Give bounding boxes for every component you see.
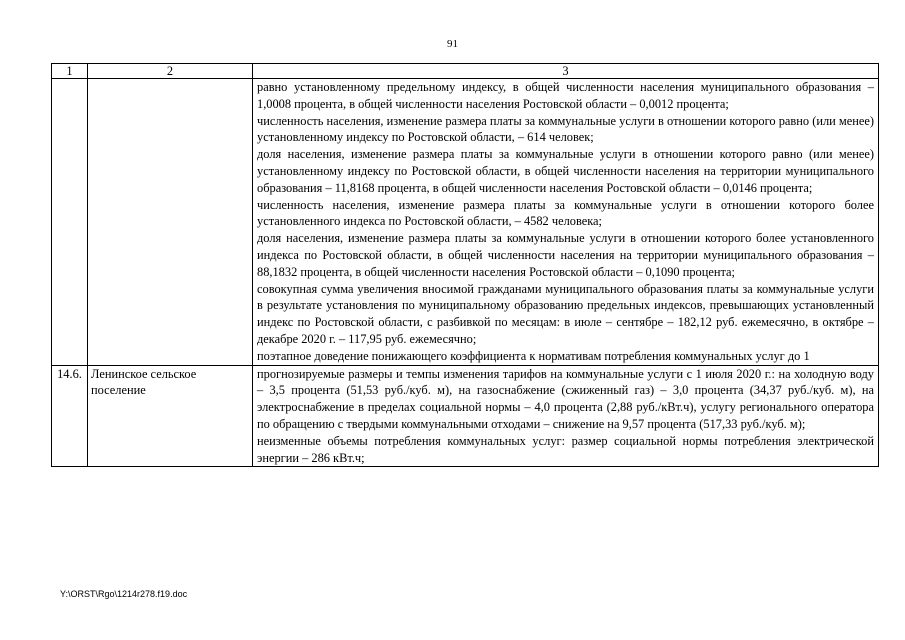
content-paragraph: неизменные объемы потребления коммунальных услуг: размер социальной нормы потребления электрической энергии – 286 кВт.ч; (257, 433, 874, 465)
content-paragraph: прогнозируемые размеры и темпы изменения тарифов на коммунальные услуги с 1 июля 2020 г.: на холодную воду – 3,5 процента (51,53 руб./куб. м), на газоснабжение (сжиженный газ) – 3,0 процента (34,37 руб./куб. м), на электроснабжение в пределах социальной нормы – 4,0 процента (2,88 руб./кВт.ч), услугу регионального оператора по обращению с твердыми коммунальными отходами – снижение на 9,57 процента (517,33 руб./куб. м); (257, 366, 874, 431)
content-paragraph: равно установленному предельному индексу, в общей численности населения муниципального образования – 1,0008 процента, в общей численности населения Ростовской области – 0,0012 процента; (257, 80, 874, 111)
page-number: 91 (447, 38, 458, 50)
column-header-3: 3 (253, 64, 879, 79)
column-header-2: 2 (88, 64, 253, 79)
table-header-row (52, 64, 879, 79)
document-file-path: Y:\ORST\Rgo\1214r278.f19.doc (60, 589, 188, 599)
row-content-cell (253, 365, 879, 467)
column-header-1: 1 (52, 64, 88, 79)
table-row (52, 79, 879, 366)
content-paragraph: численность населения, изменение размера платы за коммунальные услуги в отношении которого более установленного индекса по Ростовской области, – 4582 человека; (257, 197, 874, 229)
row-content-cell (253, 79, 879, 366)
row-name-cell: Ленинское сельское поселение (88, 365, 253, 467)
main-table (51, 63, 879, 467)
content-paragraph: численность населения, изменение размера платы за коммунальные услуги в отношении которого равно (или менее) установленному индексу по Ростовской области, – 614 человек; (257, 113, 874, 145)
row-number-cell: 14.6. (52, 365, 88, 467)
content-paragraph: поэтапное доведение понижающего коэффициента к нормативам потребления коммунальных услуг до 1 (257, 348, 810, 363)
row-name-cell (88, 79, 253, 366)
row-number-cell (52, 79, 88, 366)
content-paragraph: совокупная сумма увеличения вносимой гражданами муниципального образования платы за коммунальные услуги в результате установления по муниципальному образованию предельных индексов, превышающих установленный индекс по Ростовской области, с разбивкой по месяцам: в июле – сентябре – 182,12 руб. ежемесячно, в октябре – декабре 2020 г. – 117,95 руб. ежемесячно; (257, 281, 874, 346)
table-row (52, 365, 879, 467)
content-paragraph: доля населения, изменение размера платы за коммунальные услуги в отношении которого более установленного индекса по Ростовской области, в общей численности населения на территории муниципального образования – 88,1832 процента, в общей численности населения Ростовской области – 0,1090 процента; (257, 231, 874, 279)
content-paragraph: доля населения, изменение размера платы за коммунальные услуги в отношении которого равно (или менее) установленному индексу по Ростовской области, в общей численности населения на территории муниципального образования – 11,8168 процента, в общей численности населения Ростовской области – 0,0146 процента; (257, 147, 874, 195)
